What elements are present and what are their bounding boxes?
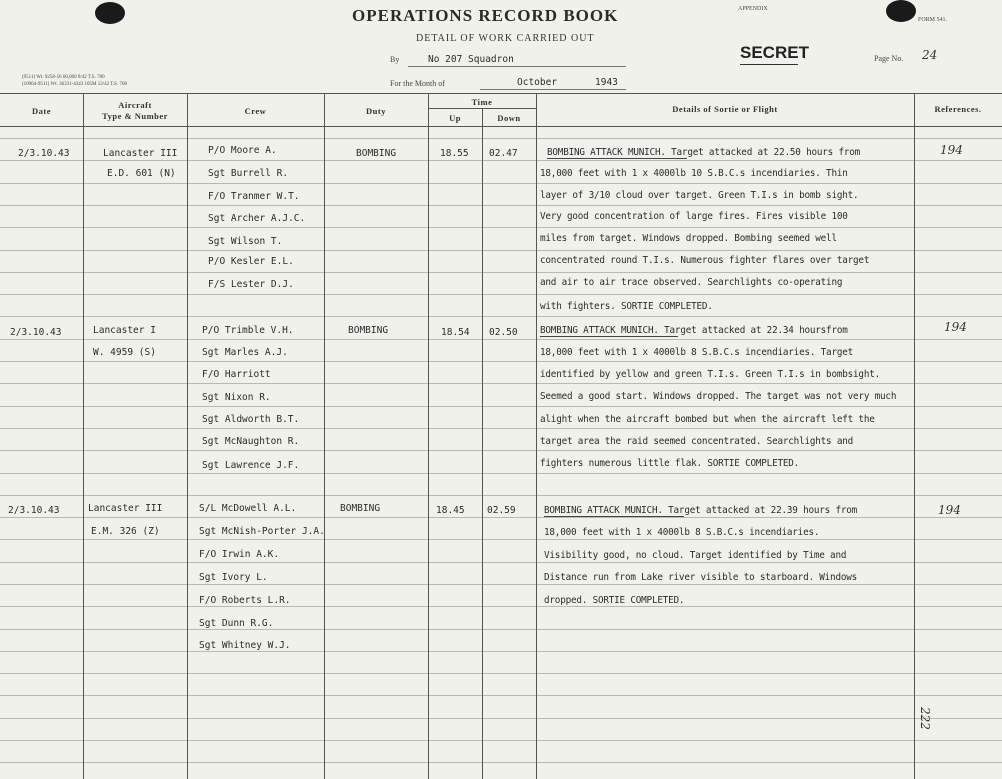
reference: 194 xyxy=(938,503,961,517)
detail-line: 18,000 feet with 1 x 4000lb 10 S.B.C.s incendiaries. Thin xyxy=(540,168,848,179)
ruled-line xyxy=(0,294,1002,295)
header-up: Up xyxy=(449,113,461,123)
ruled-line xyxy=(0,316,1002,317)
duty: BOMBING xyxy=(340,503,381,514)
duty: BOMBING xyxy=(348,325,389,336)
reference: 194 xyxy=(940,143,963,157)
crew-member: F/O Irwin A.K. xyxy=(199,549,280,560)
detail-line: Very good concentration of large fires. Fires visible 100 xyxy=(540,211,848,222)
header-duty: Duty xyxy=(366,106,386,116)
detail-line: BOMBING ATTACK MUNICH. Target attacked at 22.50 hours from xyxy=(547,147,861,158)
entry-date: 2/3.10.43 xyxy=(10,327,62,338)
crew-member: Sgt Marles A.J. xyxy=(202,347,288,358)
detail-line: and air to air trace observed. Searchlights co-operating xyxy=(540,277,843,288)
detail-line: fighters numerous little flak. SORTIE COMPLETED. xyxy=(540,458,800,469)
ruled-line xyxy=(0,183,1002,184)
crew-member: S/L McDowell A.L. xyxy=(199,503,297,514)
aircraft-number: E.D. 601 (N) xyxy=(107,168,176,179)
page-title: OPERATIONS RECORD BOOK xyxy=(352,6,619,25)
time-down: 02.59 xyxy=(487,505,516,516)
aircraft-type: Lancaster I xyxy=(93,325,156,336)
col-divider-aircraft xyxy=(187,93,188,779)
ruled-line xyxy=(0,250,1002,251)
col-divider-duty xyxy=(428,93,429,779)
detail-line: Visibility good, no cloud. Target identified by Time and xyxy=(544,550,847,561)
reference: 194 xyxy=(944,320,967,334)
detail-line: concentrated round T.I.s. Numerous fighter flares over target xyxy=(540,255,870,266)
month-underline xyxy=(480,89,626,90)
ruled-line xyxy=(0,718,1002,719)
detail-line: 18,000 feet with 1 x 4000lb 8 S.B.C.s incendiaries. xyxy=(544,527,820,538)
crew-member: Sgt Ivory L. xyxy=(199,572,268,583)
heading-underline xyxy=(544,516,684,517)
by-label: By xyxy=(390,55,400,64)
time-down: 02.50 xyxy=(489,327,518,338)
ruled-line xyxy=(0,517,1002,518)
table-top-border xyxy=(0,93,1002,94)
col-divider-up xyxy=(482,108,483,779)
month: October xyxy=(517,77,558,88)
header-aircraft-sub: Type & Number xyxy=(102,111,168,121)
ruled-line xyxy=(0,272,1002,273)
crew-member: P/O Kesler E.L. xyxy=(208,256,294,267)
detail-line: 18,000 feet with 1 x 4000lb 8 S.B.C.s incendiaries. Target xyxy=(540,347,854,358)
aircraft-number: E.M. 326 (Z) xyxy=(91,526,160,537)
form-number: FORM 541. xyxy=(918,17,948,23)
detail-line: layer of 3/10 cloud over target. Green T.I.s in bomb sight. xyxy=(540,190,859,201)
col-divider-time xyxy=(536,93,537,779)
detail-line: dropped. SORTIE COMPLETED. xyxy=(544,595,685,606)
ruled-line xyxy=(0,584,1002,585)
detail-line: Seemed a good start. Windows dropped. The target was not very much xyxy=(540,391,897,402)
ruled-line xyxy=(0,205,1002,206)
detail-line: Distance run from Lake river visible to starboard. Windows xyxy=(544,572,858,583)
header-crew: Crew xyxy=(244,106,267,116)
header-date: Date xyxy=(32,106,51,116)
ruled-line xyxy=(0,495,1002,496)
header-details: Details of Sortie or Flight xyxy=(672,104,778,114)
print-code-1: (9511) Wt. 9258-56 60,000 9/42 T.S. 700 xyxy=(22,75,105,80)
ruled-line xyxy=(0,651,1002,652)
crew-member: Sgt Archer A.J.C. xyxy=(208,213,306,224)
detail-line: BOMBING ATTACK MUNICH. Target attacked at 22.34 hoursfrom xyxy=(540,325,848,336)
ruled-line xyxy=(0,606,1002,607)
time-up: 18.54 xyxy=(441,327,470,338)
page-subtitle: DETAIL OF WORK CARRIED OUT xyxy=(416,33,595,44)
crew-member: P/O Moore A. xyxy=(208,145,277,156)
year: 1943 xyxy=(595,77,618,88)
col-divider-date xyxy=(83,93,84,779)
crew-member: F/O Tranmer W.T. xyxy=(208,191,300,202)
crew-member: F/O Roberts L.R. xyxy=(199,595,291,606)
ruled-line xyxy=(0,673,1002,674)
ruled-line xyxy=(0,562,1002,563)
detail-line: target area the raid seemed concentrated. Searchlights and xyxy=(540,436,854,447)
secret-stamp: SECRET xyxy=(740,43,809,62)
ruled-line xyxy=(0,695,1002,696)
heading-underline xyxy=(540,336,678,337)
heading-underline xyxy=(547,158,687,159)
squadron-underline xyxy=(408,66,626,67)
header-references: References. xyxy=(934,104,982,114)
ruled-line xyxy=(0,740,1002,741)
page-label: Page No. xyxy=(874,54,904,63)
ruled-line xyxy=(0,339,1002,340)
ruled-line xyxy=(0,473,1002,474)
crew-member: Sgt Aldworth B.T. xyxy=(202,414,300,425)
appendix-label: APPENDIX xyxy=(738,6,768,12)
month-label: For the Month of xyxy=(390,79,445,88)
table-header-border xyxy=(0,126,1002,127)
crew-member: Sgt Nixon R. xyxy=(202,392,271,403)
aircraft-type: Lancaster III xyxy=(103,148,178,159)
detail-line: miles from target. Windows dropped. Bombing seemed well xyxy=(540,233,837,244)
detail-line: alight when the aircraft bombed but when the aircraft left the xyxy=(540,414,875,425)
duty: BOMBING xyxy=(356,148,397,159)
detail-line: BOMBING ATTACK MUNICH. Target attacked at 22.39 hours from xyxy=(544,505,858,516)
ruled-line xyxy=(0,428,1002,429)
crew-member: Sgt McNish-Porter J.A. xyxy=(199,526,325,537)
ruled-line xyxy=(0,539,1002,540)
header-aircraft: Aircraft xyxy=(118,100,152,110)
secret-underline xyxy=(740,64,798,65)
detail-line: with fighters. SORTIE COMPLETED. xyxy=(540,301,713,312)
ruled-line xyxy=(0,160,1002,161)
page-number: 24 xyxy=(922,48,938,62)
crew-member: Sgt Lawrence J.F. xyxy=(202,460,300,471)
crew-member: Sgt Dunn R.G. xyxy=(199,618,274,629)
detail-line: identified by yellow and green T.I.s. Green T.I.s in bombsight. xyxy=(540,369,881,380)
crew-member: P/O Trimble V.H. xyxy=(202,325,294,336)
crew-member: Sgt Burrell R. xyxy=(208,168,289,179)
col-divider-crew xyxy=(324,93,325,779)
entry-date: 2/3.10.43 xyxy=(18,148,70,159)
crew-member: Sgt Whitney W.J. xyxy=(199,640,291,651)
ruled-line xyxy=(0,450,1002,451)
binder-hole-left xyxy=(95,2,125,24)
header-down: Down xyxy=(497,113,521,123)
crew-member: Sgt Wilson T. xyxy=(208,236,283,247)
time-up: 18.55 xyxy=(440,148,469,159)
aircraft-type: Lancaster III xyxy=(88,503,163,514)
margin-number: 222 xyxy=(918,707,932,730)
ruled-line xyxy=(0,383,1002,384)
ruled-line xyxy=(0,227,1002,228)
aircraft-number: W. 4959 (S) xyxy=(93,347,156,358)
ruled-line xyxy=(0,762,1002,763)
ruled-line xyxy=(0,406,1002,407)
squadron: No 207 Squadron xyxy=(428,54,514,65)
ruled-line xyxy=(0,138,1002,139)
crew-member: F/O Harriott xyxy=(202,369,271,380)
ruled-line xyxy=(0,361,1002,362)
crew-member: F/S Lester D.J. xyxy=(208,279,294,290)
entry-date: 2/3.10.43 xyxy=(8,505,60,516)
crew-member: Sgt McNaughton R. xyxy=(202,436,300,447)
print-code-2: (10964-9511) Wt. 36331-4343 105M 12/42 T.S. 700 xyxy=(22,82,127,87)
header-time: Time xyxy=(471,97,493,107)
time-down: 02.47 xyxy=(489,148,518,159)
time-up: 18.45 xyxy=(436,505,465,516)
binder-hole-right xyxy=(886,0,916,22)
col-divider-details xyxy=(914,93,915,779)
ruled-line xyxy=(0,629,1002,630)
